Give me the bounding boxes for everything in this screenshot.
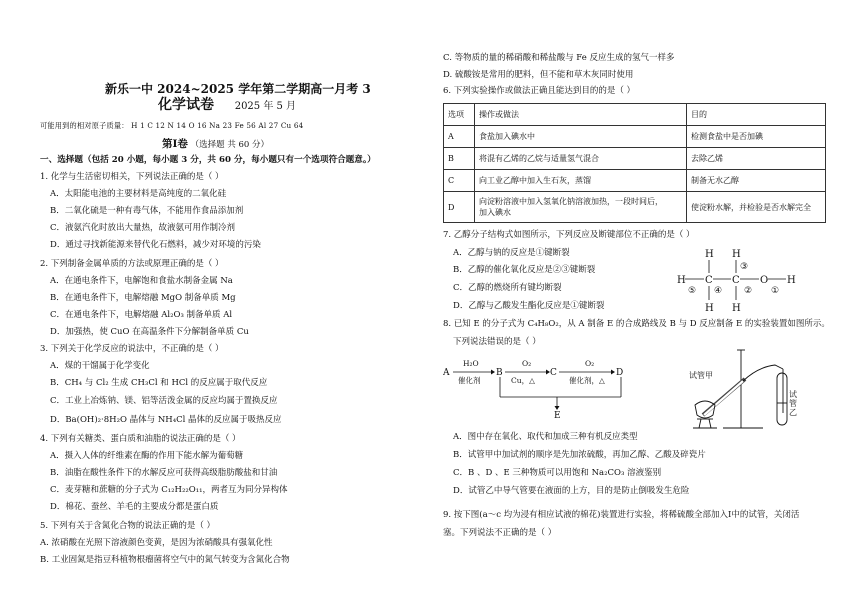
- route-node-a: A: [443, 368, 450, 378]
- table-cell: 制备无水乙醇: [687, 170, 826, 192]
- route-node-c: C: [550, 368, 557, 378]
- question-line: D．乙醇与乙酸发生酯化反应是①键断裂: [453, 301, 605, 311]
- table-cell: 去除乙烯: [687, 148, 826, 170]
- atom-label: C: [705, 275, 713, 286]
- subject-line: [158, 97, 297, 113]
- question-line: 8. 已知 E 的分子式为 C₄H₈O₂，从 A 制备 E 的合成路线及 B 与 D 反应制备 E 的实验装置如图所示。: [443, 319, 830, 329]
- table-header-row: [444, 104, 826, 126]
- question-line: A．摄入人体的纤维素在酶的作用下能水解为葡萄糖: [50, 451, 244, 461]
- route-node-e: E: [554, 411, 561, 421]
- question-line: 6. 下列实验操作或做法正确且能达到目的的是（ ）: [443, 86, 636, 96]
- question-line: 下列说法错误的是（ ）: [453, 337, 541, 347]
- table-row: [444, 192, 826, 223]
- table-row: [444, 148, 826, 170]
- question-line: 1. 化学与生活密切相关，下列说法正确的是（ ）: [40, 172, 224, 182]
- question-line: A．煤的干馏属于化学变化: [50, 361, 150, 371]
- question-line: B．二氧化硫是一种有毒气体，不能用作食品添加剂: [50, 206, 244, 216]
- section-title: 第Ⅰ卷: [162, 138, 188, 150]
- question-line: D．棉花、蚕丝、羊毛的主要成分都是蛋白质: [50, 502, 219, 512]
- question-line: C．液氨汽化时放出大量热，故液氨可用作制冷剂: [50, 223, 236, 233]
- question-line: D．加强热，使 CuO 在高温条件下分解制备单质 Cu: [50, 327, 249, 337]
- bond-number-label: ②: [744, 286, 753, 296]
- atom-label: H: [732, 303, 741, 314]
- question-line: B．乙醇的催化氧化反应是②③键断裂: [453, 265, 596, 275]
- question-line: A．图中存在氧化、取代和加成三种有机反应类型: [453, 432, 638, 442]
- table-cell: 使淀粉水解，并检验是否水解完全: [687, 192, 826, 223]
- table-cell: C: [444, 170, 475, 192]
- table-cell: 检测食盐中是否加碘: [687, 126, 826, 148]
- question-line: A．在通电条件下，电解饱和食盐水制备金属 Na: [50, 276, 233, 286]
- tube2-label-char: 试: [789, 390, 797, 399]
- table-row: [444, 170, 826, 192]
- question-line: 5. 下列有关于含氮化合物的说法正确的是（ ）: [40, 521, 216, 531]
- question-line: B．在通电条件下，电解熔融 MgO 制备单质 Mg: [50, 293, 236, 303]
- question-line: C．麦芽糖和蔗糖的分子式为 C₁₂H₂₂O₁₁，两者互为同分异构体: [50, 485, 288, 495]
- tube2-label-char: 乙: [789, 408, 797, 417]
- question-line: 9. 按下图(a～c 均为浸有相应试液的棉花)装置进行实验，将稀硫酸全部加入Ⅰ中的试管，关闭活: [443, 510, 800, 520]
- table-cell: D: [444, 192, 475, 223]
- question-line: D．通过寻找新能源来替代化石燃料，减少对环境的污染: [50, 240, 261, 250]
- question-line: D. 硫酸铵是常用的肥料，但不能和草木灰同时使用: [443, 70, 634, 80]
- question-line: D．试管乙中导气管要在液面的上方，目的是防止倒吸发生危险: [453, 486, 690, 496]
- question-line: A. 浓硝酸在光照下溶液颜色变黄，是因为浓硝酸具有强氧化性: [40, 538, 273, 548]
- atom-label: H: [787, 275, 796, 286]
- route-node-b: B: [496, 368, 503, 378]
- question-line: 3. 下列关于化学反应的说法中，不正确的是（ ）: [40, 344, 224, 354]
- esterification-apparatus-diagram: [683, 345, 808, 435]
- synthesis-route-diagram: [443, 357, 643, 421]
- reagent-label: Cu，△: [511, 376, 535, 385]
- table-row: [444, 126, 826, 148]
- atom-label: H: [705, 303, 714, 314]
- question-line: A．乙醇与钠的反应是①键断裂: [453, 248, 570, 258]
- section-subtitle: （选择题 共 60 分）: [190, 140, 270, 150]
- question-line: C．B 、D 、E 三种物质可以用饱和 Na₂CO₃ 溶液鉴别: [453, 468, 662, 478]
- experiment-table: [443, 103, 826, 223]
- question-line: C．在通电条件下，电解熔融 Al₂O₃ 制备单质 Al: [50, 310, 233, 320]
- bond-number-label: ⑤: [688, 286, 697, 296]
- table-cell: 向工业乙醇中加入生石灰，蒸馏: [475, 170, 687, 192]
- question-line: 2. 下列制备金属单质的方法或原理正确的是（ ）: [40, 259, 224, 269]
- route-node-d: D: [616, 368, 624, 378]
- table-cell: B: [444, 148, 475, 170]
- table-cell: 将混有乙烯的乙烷与适量氢气混合: [475, 148, 687, 170]
- question-line: B．CH₄ 与 Cl₂ 生成 CH₃Cl 和 HCl 的反应属于取代反应: [50, 378, 268, 388]
- tube1-label: 试管甲: [689, 371, 713, 380]
- apparatus-drawing: [693, 350, 787, 428]
- bond-number-label: ④: [714, 286, 723, 296]
- question-line: C. 等物质的量的稀硝酸和稀盐酸与 Fe 反应生成的氢气一样多: [443, 53, 675, 63]
- reagent-label: 催化剂: [458, 376, 481, 385]
- section-heading: [162, 139, 269, 151]
- table-header-cell: 选项: [444, 104, 475, 126]
- atomic-masses: 可能用到的相对原子质量： H 1 C 12 N 14 O 16 Na 23 Fe 56 Al 27 Cu 64: [40, 121, 304, 130]
- question-line: D．Ba(OH)₂·8H₂O 晶体与 NH₄Cl 晶体的反应属于吸热反应: [50, 415, 282, 425]
- table-header-cell: 操作或做法: [475, 104, 687, 126]
- exam-date: 2025 年 5 月: [234, 101, 297, 112]
- question-line: 7. 乙醇分子结构式如图所示，下列反应及断键部位不正确的是（ ）: [443, 230, 695, 240]
- table-cell-line: 向淀粉溶液中加入氢氧化钠溶液加热，一段时间后，: [479, 197, 663, 206]
- table-header-cell: 目的: [687, 104, 826, 126]
- question-line: A．太阳能电池的主要材料是高纯度的二氧化硅: [50, 189, 227, 199]
- question-line: B. 工业固氮是指豆科植物根瘤菌将空气中的氮气转变为含氮化合物: [40, 555, 290, 565]
- atom-label: C: [732, 275, 740, 286]
- exam-title: 新乐一中 2024~2025 学年第二学期高一月考 3: [105, 82, 371, 96]
- table-cell-line: 加入碘水: [479, 208, 511, 217]
- atom-label: O: [760, 275, 769, 286]
- tube2-label-vertical: [789, 389, 797, 417]
- question-line: 4. 下列有关糖类、蛋白质和油脂的说法正确的是（ ）: [40, 434, 241, 444]
- bond-number-label: ③: [740, 262, 749, 272]
- question-line: B．油脂在酸性条件下的水解反应可获得高级脂肪酸盐和甘油: [50, 468, 278, 478]
- question-line: C．工业上冶炼钠、镁、铝等活泼金属的反应均属于置换反应: [50, 396, 278, 406]
- question-line: C．乙醇的燃烧所有键均断裂: [453, 283, 562, 293]
- reagent-label: O₂: [522, 359, 532, 368]
- bond-number-label: ①: [771, 286, 780, 296]
- reagent-label: 催化剂，△: [569, 376, 605, 385]
- table-cell: 食盐加入碘水中: [475, 126, 687, 148]
- question-line: B．试管甲中加试剂的顺序是先加浓硫酸，再加乙醇、乙酸及碎瓷片: [453, 450, 706, 460]
- ethanol-structure-diagram: [669, 245, 799, 315]
- section-instruction: 一、选择题（包括 20 小题，每小题 3 分，共 60 分，每小题只有一个选项符合题意。）: [40, 155, 376, 165]
- atom-label: H: [732, 249, 741, 260]
- atom-label: H: [705, 249, 714, 260]
- table-cell: A: [444, 126, 475, 148]
- reagent-label: H₂O: [463, 359, 479, 368]
- table-cell: [475, 192, 687, 223]
- subject-title: 化学试卷: [158, 97, 214, 113]
- atom-label: H: [677, 275, 686, 286]
- tube2-label-char: 管: [789, 399, 797, 408]
- question-line: 塞。下列说法不正确的是（ ）: [443, 528, 557, 538]
- reagent-label: O₂: [585, 359, 595, 368]
